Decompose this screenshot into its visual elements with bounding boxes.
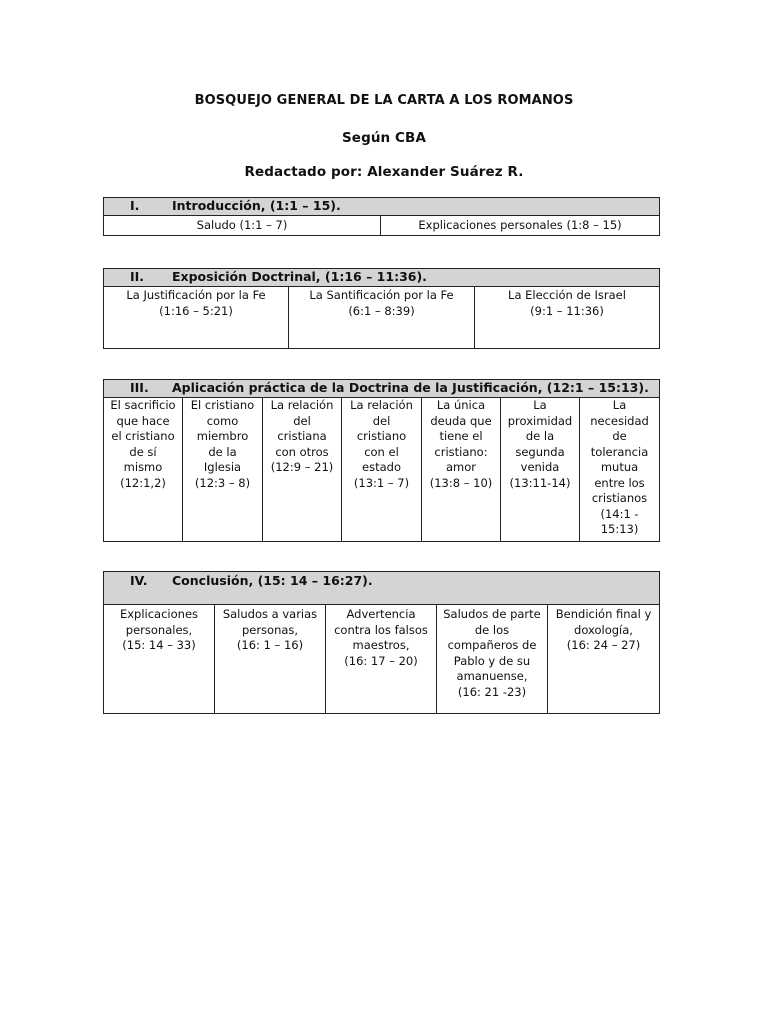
outline-cell: La Elección de Israel (9:1 – 11:36) [475,287,660,349]
outline-cell: La relación del cristiana con otros (12:9 – 21) [263,398,342,542]
outline-cell: La Santificación por la Fe (6:1 – 8:39) [289,287,475,349]
section-header [104,572,660,605]
outline-cell: La Justificación por la Fe (1:16 – 5:21) [104,287,289,349]
document-author: Redactado por: Alexander Suárez R. [244,164,524,180]
outline-cell: Explicaciones personales (1:8 – 15) [381,216,660,236]
outline-cell: Saludos de parte de los compañeros de Pablo y de su amanuense, (16: 21 -23) [437,605,548,714]
section-header [104,198,660,216]
outline-cell: Explicaciones personales, (15: 14 – 33) [104,605,215,714]
outline-cell: El cristiano como miembro de la Iglesia (12:3 – 8) [183,398,263,542]
outline-cell: La única deuda que tiene el cristiano: amor (13:8 – 10) [422,398,501,542]
section-number: I. [130,198,140,213]
outline-cell: La proximidad de la segunda venida (13:11-14) [501,398,580,542]
section-exposicion-table [103,268,660,349]
section-conclusion-table [103,571,660,714]
outline-cell: La relación del cristiano con el estado (13:1 – 7) [342,398,422,542]
section-number: III. [130,380,149,395]
section-number: IV. [130,573,148,588]
section-header [104,269,660,287]
section-title: Aplicación práctica de la Doctrina de la Justificación, (12:1 – 15:13). [172,380,649,395]
section-number: II. [130,269,145,284]
section-title: Conclusión, (15: 14 – 16:27). [172,573,373,588]
outline-cell: Saludo (1:1 – 7) [104,216,381,236]
section-title: Introducción, (1:1 – 15). [172,198,341,213]
section-introduccion-table [103,197,660,236]
section-title: Exposición Doctrinal, (1:16 – 11:36). [172,269,427,284]
outline-cell: Saludos a varias personas, (16: 1 – 16) [215,605,326,714]
document-subtitle: Según CBA [341,130,426,146]
outline-cell: Advertencia contra los falsos maestros, (16: 17 – 20) [326,605,437,714]
section-aplicacion-table [103,379,660,542]
outline-cell: Bendición final y doxología, (16: 24 – 27) [548,605,660,714]
outline-cell: La necesidad de tolerancia mutua entre los cristianos (14:1 - 15:13) [580,398,660,542]
section-header [104,380,660,398]
document-title: BOSQUEJO GENERAL DE LA CARTA A LOS ROMANOS [194,93,574,108]
outline-cell: El sacrificio que hace el cristiano de sí mismo (12:1,2) [104,398,183,542]
